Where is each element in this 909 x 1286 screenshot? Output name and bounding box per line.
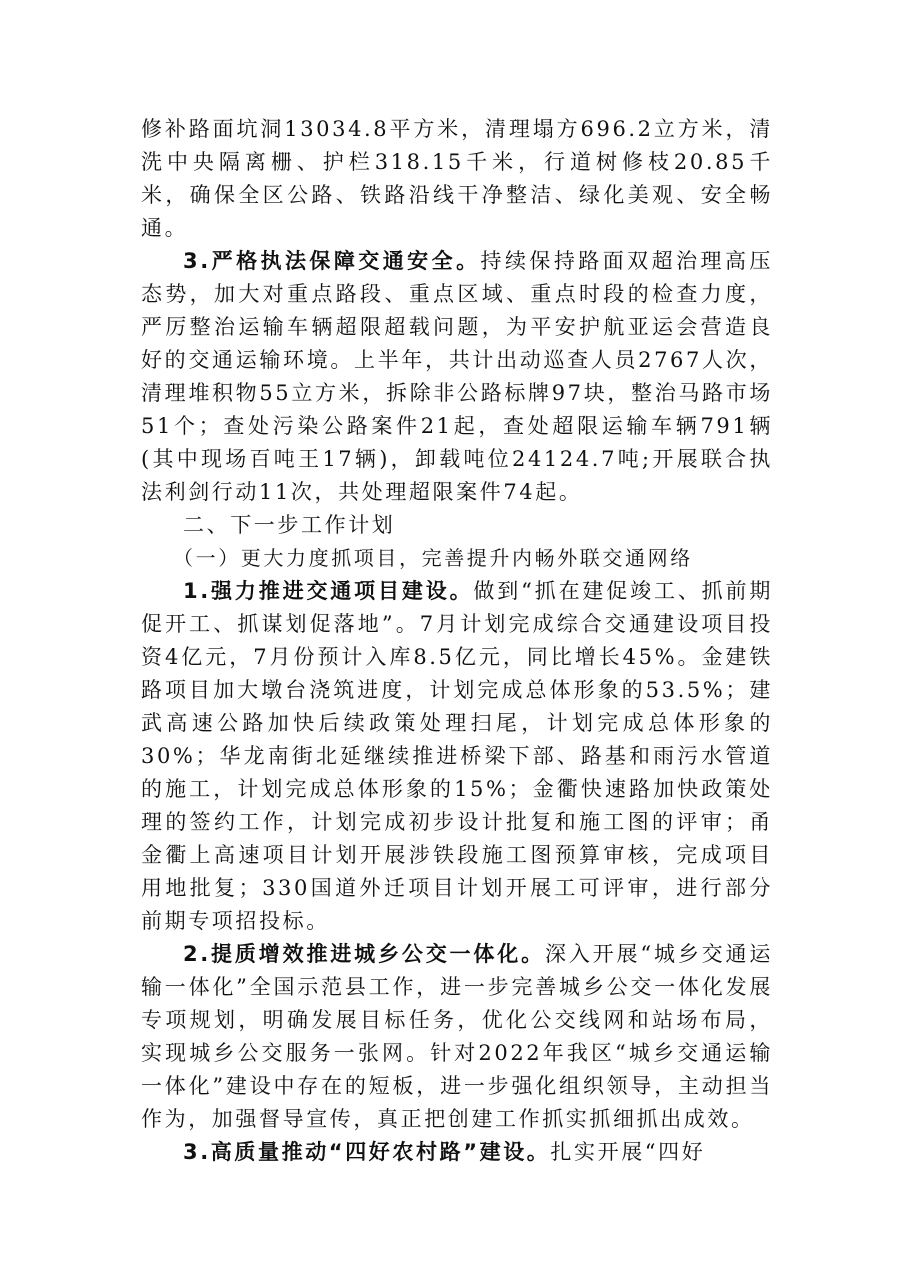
paragraph-body: 扎实开展“四好 xyxy=(550,1140,706,1164)
paragraph-body: 深入开展“城乡交通运输一体化”全国示范县工作，进一步完善城乡公交一体化发展专项规划，明确发展目标任务，优化公交线网和站场布局，实现城乡公交服务一张网。针对2022年我区“城乡交通运输一体化”建设中存在的短板，进一步强化组织领导，主动担当作为，加强督导宣传，真正把创建工作抓实抓细抓出成效。 xyxy=(141,942,773,1131)
paragraph-transport-projects xyxy=(141,575,773,938)
paragraph-heading: 3.高质量推动“四好农村路”建设。 xyxy=(183,1140,551,1164)
paragraph-rural-roads xyxy=(141,1136,773,1169)
document-page xyxy=(141,113,773,1169)
paragraph-public-transit xyxy=(141,938,773,1136)
paragraph-body: 持续保持路面双超治理高压态势，加大对重点路段、重点区域、重点时段的检查力度，严厉整治运输车辆超限超载问题，为平安护航亚运会营造良好的交通运输环境。上半年，共计出动巡查人员2767人次，清理堆积物55立方米，拆除非公路标牌97块，整治马路市场51个；查处污染公路案件21起，查处超限运输车辆791辆(其中现场百吨王17辆)，卸载吨位24124.7吨;开展联合执法利剑行动11次，共处理超限案件74起。 xyxy=(141,249,773,504)
sub-title: （一）更大力度抓项目，完善提升内畅外联交通网络 xyxy=(173,546,693,570)
paragraph-heading: 3.严格执法保障交通安全。 xyxy=(183,249,481,273)
section-title: 二、下一步工作计划 xyxy=(183,513,396,537)
paragraph-heading: 2.提质增效推进城乡公交一体化。 xyxy=(183,942,545,966)
paragraph-body: 修补路面坑洞13034.8平方米，清理塌方696.2立方米，清洗中央隔离栅、护栏318.15千米，行道树修枝20.85千米，确保全区公路、铁路沿线干净整洁、绿化美观、安全畅通。 xyxy=(141,117,773,240)
paragraph-body: 做到“抓在建促竣工、抓前期促开工、抓谋划促落地”。7月计划完成综合交通建设项目投资4亿元，7月份预计入库8.5亿元，同比增长45%。金建铁路项目加大墩台浇筑进度，计划完成总体形象的53.5%；建武高速公路加快后续政策处理扫尾，计划完成总体形象的30%；华龙南街北延继续推进桥梁下部、路基和雨污水管道的施工，计划完成总体形象的15%；金衢快速路加快政策处理的签约工作，计划完成初步设计批复和施工图的评审；甬金衢上高速项目计划开展涉铁段施工图预算审核，完成项目用地批复；330国道外迁项目计划开展工可评审，进行部分前期专项招投标。 xyxy=(141,579,773,933)
paragraph-heading: 1.强力推进交通项目建设。 xyxy=(183,579,474,603)
paragraph-road-maintenance xyxy=(141,113,773,245)
paragraph-law-enforcement xyxy=(141,245,773,509)
